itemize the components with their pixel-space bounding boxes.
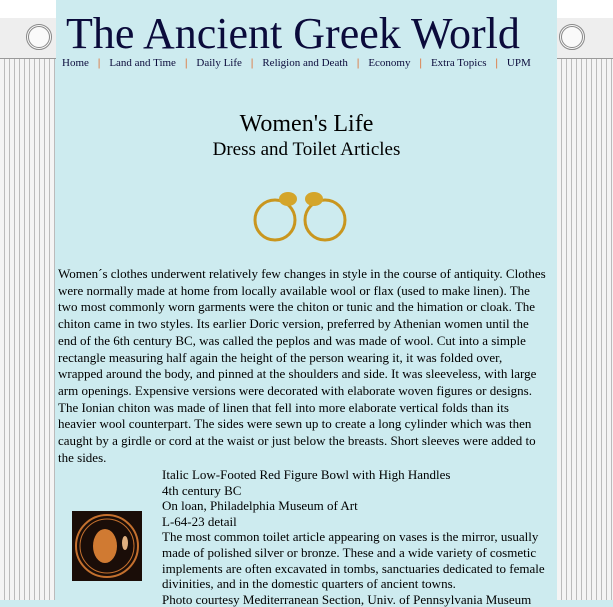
nav-daily-life[interactable]: Daily Life — [196, 57, 242, 69]
bowl-loan: On loan, Philadelphia Museum of Art — [162, 498, 358, 514]
nav-extra-topics[interactable]: Extra Topics — [430, 57, 487, 69]
bowl-name: Italic Low-Footed Red Figure Bowl with High Handles — [162, 467, 451, 482]
bowl-description: The most common toilet article appearing on vases is the mirror, usually made of polished silver or bronze. These and a wide variety of cosmetic implements are often excavated in tombs, sanctuaries dedicated to female divinities, and in the domestic quarters of ancient towns. — [162, 529, 545, 592]
ionic-column-right — [557, 0, 613, 600]
nav-religion-and-death[interactable]: Religion and Death — [262, 57, 348, 69]
bowl-id: L-64-23 detail — [162, 513, 237, 529]
main-nav: Home | Land and Time | Daily Life | Religion and Death | Economy | Extra Topics | UPM — [62, 57, 531, 69]
page-subtitle: Dress and Toilet Articles — [212, 139, 401, 160]
bowl-date: 4th century BC — [162, 482, 242, 498]
page-title: Women's Life — [239, 111, 374, 137]
ionic-column-left — [0, 0, 55, 600]
nav-land-and-time[interactable]: Land and Time — [109, 57, 176, 69]
red-figure-bowl-image — [72, 511, 142, 581]
photo-credit: Photo courtesy Mediterranean Section, Univ. of Pennsylvania Museum — [162, 591, 532, 607]
nav-upm[interactable]: UPM — [506, 57, 531, 69]
site-title: The Ancient Greek World — [66, 9, 520, 58]
body-paragraph: Women´s clothes underwent relatively few changes in style in the course of antiquity. Clothes were normally made at home from locally available wool or flax (used to make linen). The two most commonly worn garments were the chiton or tunic and the himation or cloak. The chiton came in two styles. Its earlier Doric version, preferred by Athenian women until the end of the 6th century BC, was called the peplos and was made of wool. Cut into a simple rectangle measuring half again the height of the person wearing it, it was folded over, wrapped around the body, and pinned at the shoulders and side. It was sleeveless, with large arm openings. Expensive versions were decorated with elaborate woven figures or designs. The Ionian chiton was made of linen that fell into more elaborate vertical folds than its heavier wool counterpart. The sides were sewn up to create a long cylinder which was then caught by a girdle or cord at the waist or just below the breasts. Short sleeves were added to the sides. — [58, 266, 546, 465]
bowl-caption — [162, 467, 550, 607]
nav-economy[interactable]: Economy — [368, 57, 411, 69]
gold-earrings-image — [250, 185, 350, 245]
nav-home[interactable]: Home — [62, 57, 89, 69]
